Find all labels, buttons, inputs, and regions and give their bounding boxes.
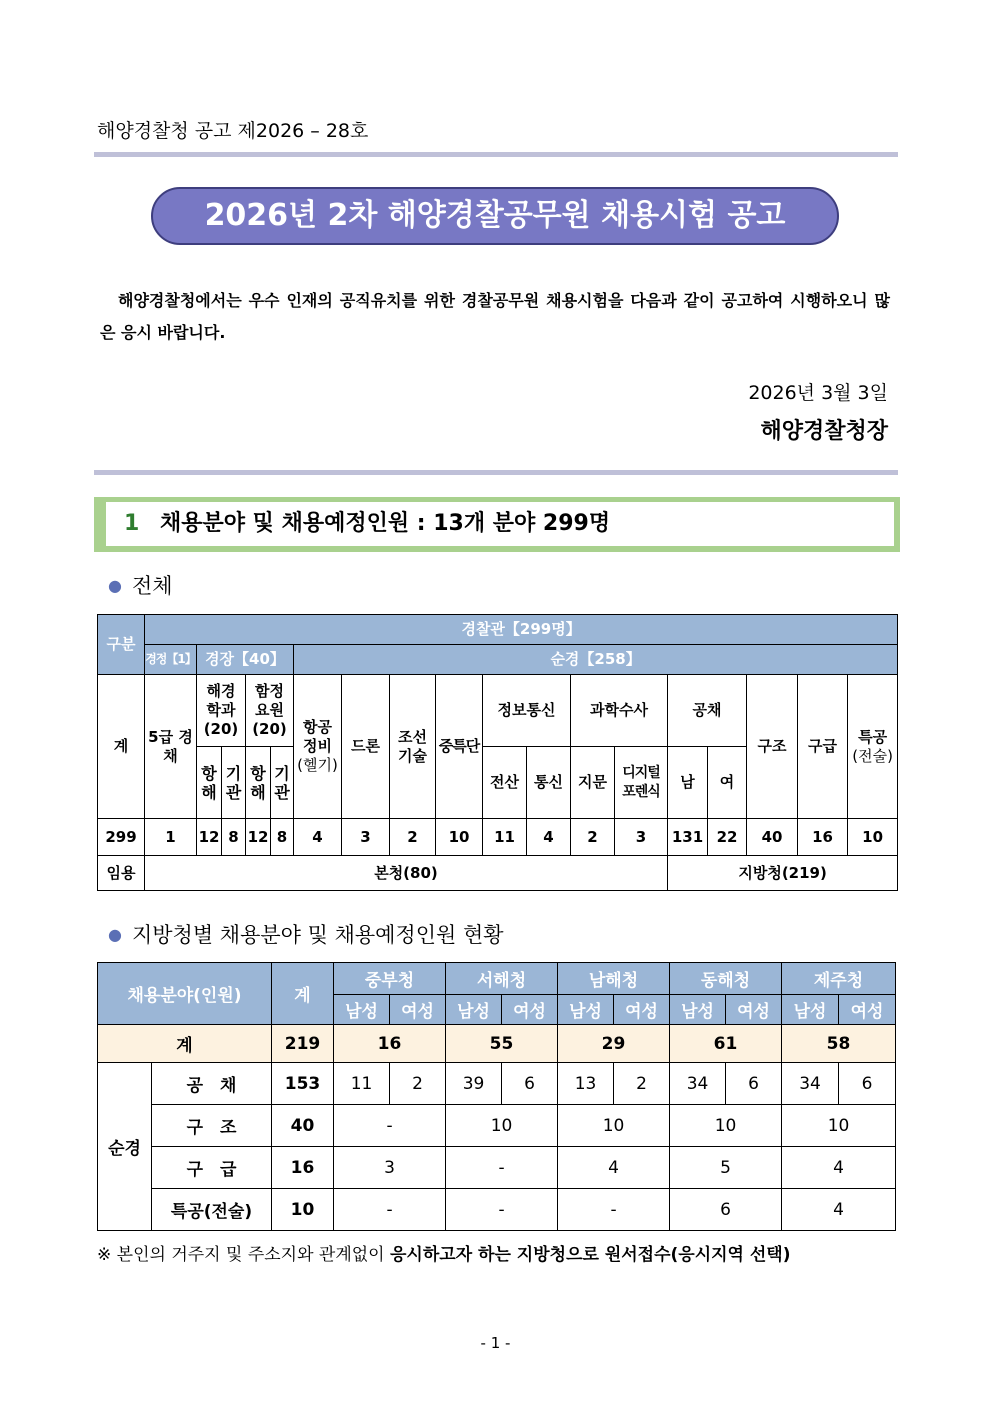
value-cell: 8 [271,819,294,856]
col-jungteuk: 중특단 [436,675,483,819]
value-cell: 10 [848,819,898,856]
header-police: 경찰관【299명】 [145,615,898,645]
overall-table [97,614,898,891]
header-female: 여성 [726,995,782,1025]
value-cell: 2 [390,819,436,856]
page-number: - 1 - [480,1334,511,1352]
row-label: 구 조 [152,1105,272,1147]
value-cell: 10 [436,819,483,856]
sub-nam: 남 [668,747,708,819]
header-gubun: 구분 [98,615,145,675]
intro-text: 해양경찰청에서는 우수 인재의 공직유치를 위한 경찰공무원 채용시험을 다음과 같이 공고하여 시행하오니 많은 응시 바랍니다. [100,291,890,342]
row-total: 153 [272,1063,334,1105]
col-haegyeong: 해경 학과 (20) [197,675,246,747]
value-cell: 16 [798,819,848,856]
sub-hang2: 항 해 [246,747,271,819]
header-region: 동해청 [670,963,782,995]
divider [94,152,898,157]
value-cell: 3 [342,819,390,856]
header-region: 중부청 [334,963,446,995]
sum-value: 58 [782,1025,896,1063]
sub-jimun: 지문 [571,747,615,819]
header-region: 제주청 [782,963,896,995]
sum-label: 계 [98,1025,272,1063]
header-male: 남성 [334,995,390,1025]
footnote-emphasis: 응시하고자 하는 지방청으로 원서접수(응시지역 선택) [390,1245,791,1265]
table-cell: 4 [782,1147,896,1189]
notice-date: 2026년 3월 3일 [748,382,888,404]
row-total: 40 [272,1105,334,1147]
table-cell: 6 [726,1063,782,1105]
page-title: 2026년 2차 해양경찰공무원 채용시험 공고 [151,187,839,245]
header-female: 여성 [614,995,670,1025]
table-cell: 4 [782,1189,896,1231]
value-cell: 4 [294,819,342,856]
row-label: 구 급 [152,1147,272,1189]
group-label: 순경 [98,1063,152,1231]
sub-jeonsan: 전산 [483,747,527,819]
row-total: 10 [272,1189,334,1231]
table-cell: 13 [558,1063,614,1105]
table-cell: - [558,1189,670,1231]
table-cell: 11 [334,1063,390,1105]
value-cell: 299 [98,819,145,856]
table-cell: 10 [670,1105,782,1147]
header-gyeongjang: 경장【40】 [197,645,294,675]
jibang-cell: 지방청(219) [668,856,898,891]
table-cell: - [446,1147,558,1189]
col-teukgong: 특공 (전술) [848,675,898,819]
value-cell: 1 [145,819,197,856]
col-5geup: 5급 경채 [145,675,197,819]
sum-total: 219 [272,1025,334,1063]
col-gugeup: 구급 [798,675,848,819]
section-header [94,497,900,552]
header-total: 계 [272,963,334,1025]
col-info: 정보통신 [483,675,571,747]
bullet-regional: ● 지방청별 채용분야 및 채용예정인원 현황 [108,923,504,947]
value-cell: 8 [222,819,246,856]
value-cell: 131 [668,819,708,856]
col-joseon: 조선 기술 [390,675,436,819]
value-cell: 3 [615,819,668,856]
footnote [97,1240,791,1265]
row-label: 특공(전술) [152,1189,272,1231]
sub-tongsin: 통신 [527,747,571,819]
table-cell: - [334,1105,446,1147]
col-hamjeong: 함정 요원 (20) [246,675,294,747]
table-cell: 2 [390,1063,446,1105]
row-label: 공 채 [152,1063,272,1105]
col-gongchae: 공채 [668,675,747,747]
regional-table [97,962,896,1231]
value-cell: 11 [483,819,527,856]
value-cell: 40 [747,819,798,856]
table-cell: 10 [782,1105,896,1147]
bullet-overall: ● 전체 [108,574,173,598]
header-gyeongjeong: 경정【1】 [145,645,197,675]
section-title: 채용분야 및 채용예정인원 : 13개 분야 299명 [160,511,611,536]
table-cell: 6 [839,1063,896,1105]
col-gujo: 구조 [747,675,798,819]
table-cell: - [446,1189,558,1231]
header-female: 여성 [390,995,446,1025]
table-cell: 39 [446,1063,502,1105]
sum-value: 55 [446,1025,558,1063]
sum-value: 29 [558,1025,670,1063]
col-science: 과학수사 [571,675,668,747]
value-cell: 22 [708,819,747,856]
header-region: 남해청 [558,963,670,995]
sum-value: 61 [670,1025,782,1063]
col-total: 계 [98,675,145,819]
table-cell: 2 [614,1063,670,1105]
table-cell: 5 [670,1147,782,1189]
row-imyong: 임용 [98,856,145,891]
sub-gi2: 기 관 [271,747,294,819]
table-cell: 10 [558,1105,670,1147]
row-total: 16 [272,1147,334,1189]
bullet-dot-icon: ● [108,925,122,944]
header-sungyeong: 순경【258】 [294,645,898,675]
header-male: 남성 [782,995,839,1025]
table-cell: - [334,1189,446,1231]
header-male: 남성 [558,995,614,1025]
footnote-text: ※ 본인의 거주지 및 주소지와 관계없이 [97,1245,390,1265]
boncheong-cell: 본청(80) [145,856,668,891]
bullet-dot-icon: ● [108,576,122,595]
sub-gi1: 기 관 [222,747,246,819]
value-cell: 12 [246,819,271,856]
notice-number: 해양경찰청 공고 제2026 – 28호 [97,120,369,142]
sub-digital: 디지털 포렌식 [615,747,668,819]
header-female: 여성 [502,995,558,1025]
header-male: 남성 [670,995,726,1025]
section-number: 1 [124,511,140,536]
table-cell: 6 [670,1189,782,1231]
table-cell: 3 [334,1147,446,1189]
divider [94,470,898,475]
col-drone: 드론 [342,675,390,819]
sum-value: 16 [334,1025,446,1063]
value-cell: 2 [571,819,615,856]
header-male: 남성 [446,995,502,1025]
table-cell: 6 [502,1063,558,1105]
header-field: 채용분야(인원) [98,963,272,1025]
table-cell: 34 [670,1063,726,1105]
signer: 해양경찰청장 [760,419,888,444]
table-cell: 34 [782,1063,839,1105]
table-cell: 10 [446,1105,558,1147]
table-cell: 4 [558,1147,670,1189]
header-region: 서해청 [446,963,558,995]
sub-hang1: 항 해 [197,747,222,819]
sub-yeo: 여 [708,747,747,819]
col-hanggong: 항공 정비 (헬기) [294,675,342,819]
value-cell: 4 [527,819,571,856]
header-female: 여성 [839,995,896,1025]
value-cell: 12 [197,819,222,856]
